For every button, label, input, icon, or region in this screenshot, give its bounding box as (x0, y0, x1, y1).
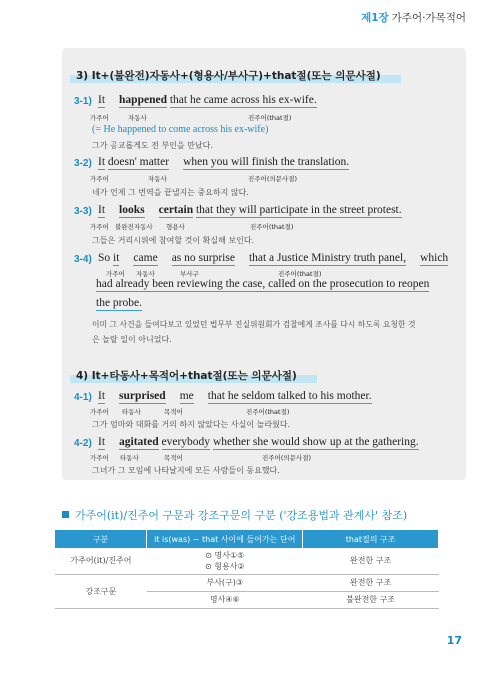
korean-translation: 은 놀랄 일이 아니었다. (92, 335, 172, 344)
table-header-row (55, 530, 439, 548)
example-sentence-continued: had already been reviewing the case, called on the prosecution to reopen (96, 278, 430, 290)
grammar-label: 진주어(의문사절) (262, 454, 312, 462)
grammar-label: 불완전자동사 (115, 223, 153, 231)
chapter-number: 제1장 (361, 12, 389, 24)
example-sentence: It surprised me that he seldom talked to his mother. (98, 390, 372, 402)
table-cell: 강조구문 (55, 574, 147, 608)
example-sentence: It agitated everybody whether she would show up at the gathering. (98, 436, 419, 448)
table-title: 가주어(it)/진주어 구문과 강조구문의 구분 ('강조용법과 관계사' 참조) (62, 507, 407, 523)
example-number: 3-2) (74, 158, 92, 169)
example-number: 4-2) (74, 438, 92, 449)
table-cell: 완전한 구조 (303, 574, 439, 591)
table-row (55, 548, 439, 574)
section-3-title: 3) It+(불완전)자동사+(형용사/부사구)+that절(또는 의문사절) (70, 66, 387, 85)
grammar-label: 자동사 (128, 114, 147, 122)
grammar-label: 진주어(의문사절) (248, 175, 298, 183)
grammar-label: 진주어(that절) (278, 270, 322, 278)
column-header: 구분 (55, 530, 147, 548)
section-4-title: 4) It+타동사+목적어+that절(또는 의문사절) (70, 366, 303, 385)
korean-translation: 이미 그 사건을 들여다보고 있었던 법무부 진실위원회가 검찰에게 조사를 다시 하도록 요청한 것 (92, 320, 416, 329)
column-header: it is(was) ~ that 사이에 들어가는 단어 (147, 530, 303, 548)
korean-translation: 그들은 거리시위에 참여할 것이 확실해 보인다. (92, 236, 255, 245)
korean-translation: 그녀가 그 모임에 나타날지에 모든 사람들이 동요했다. (92, 466, 280, 475)
grammar-label: 자동사 (136, 270, 155, 278)
chapter-header (361, 10, 466, 25)
table-cell: 불완전한 구조 (303, 591, 439, 608)
korean-translation: 그가 공교롭게도 전 부인을 만났다. (92, 141, 213, 150)
table-cell: 완전한 구조 (303, 548, 439, 574)
column-header: that절의 구조 (303, 530, 439, 548)
korean-translation: 그가 엄마와 대화를 거의 하지 않았다는 사실이 놀라웠다. (92, 420, 291, 429)
grammar-label: 진주어(that절) (250, 223, 294, 231)
paraphrase: (= He happened to come across his ex-wife) (92, 124, 269, 135)
example-sentence: It happened that he came across his ex-wife. (98, 94, 317, 106)
grammar-label: 가주어 (90, 175, 109, 183)
chapter-title: 가주어·가목적어 (391, 12, 466, 24)
example-sentence: It looks certain that they will participate in the street protest. (98, 204, 402, 216)
grammar-label: 가주어 (90, 408, 109, 416)
grammar-label: 진주어(that절) (248, 114, 292, 122)
table-cell: 부사(구)③ (147, 574, 303, 591)
example-sentence: It doesn' matter when you will finish the translation. (98, 156, 350, 168)
grammar-label: 가주어 (90, 454, 109, 462)
grammar-label: 목적어 (164, 454, 183, 462)
grammar-label: 타동사 (120, 454, 139, 462)
grammar-label: 가주어 (106, 270, 125, 278)
example-sentence-continued: the probe. (96, 297, 142, 309)
table-cell: 명사④⑥ (147, 591, 303, 608)
example-sentence: So it came as no surprise that a Justice Ministry truth panel, which (98, 252, 449, 264)
table-row (55, 574, 439, 591)
table-cell: ⊙ 명사①⑤ ⊙ 형용사② (147, 548, 303, 574)
korean-translation: 네가 언제 그 번역을 끝낼지는 중요하지 않다. (92, 188, 249, 197)
grammar-label: 자동사 (148, 175, 167, 183)
grammar-label: 타동사 (122, 408, 141, 416)
example-number: 3-3) (74, 206, 92, 217)
square-bullet-icon (62, 511, 69, 518)
example-number: 4-1) (74, 392, 92, 403)
page-number: 17 (446, 634, 462, 647)
grammar-label: 부사구 (180, 270, 199, 278)
grammar-label: 가주어 (90, 114, 109, 122)
grammar-label: 가주어 (90, 223, 109, 231)
grammar-label: 형용사 (166, 223, 185, 231)
example-number: 3-4) (74, 254, 92, 265)
grammar-label: 진주어(that절) (246, 408, 290, 416)
table-cell: 가주어(it)/진주어 (55, 548, 147, 574)
example-number: 3-1) (74, 96, 92, 107)
grammar-label: 목적어 (164, 408, 183, 416)
comparison-table (55, 530, 439, 609)
